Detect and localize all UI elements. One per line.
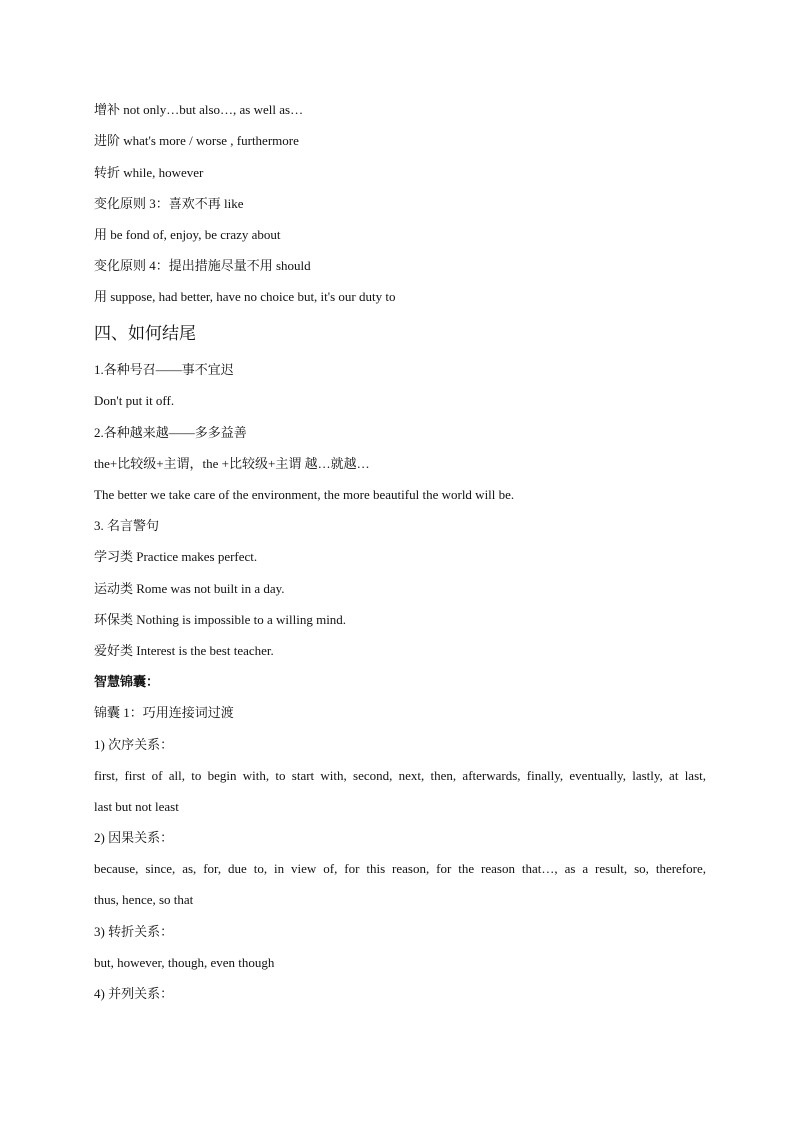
- text-line-contrast: 转折 while, however: [94, 165, 204, 180]
- cause-words-line-1: because, since, as, for, due to, in view of, for this reason, for the reason that…, as a result, so, therefore,: [94, 861, 706, 876]
- text-line-addition: 增补 not only…but also…, as well as…: [94, 102, 304, 117]
- text-line-rule-4-alternatives: 用 suppose, had better, have no choice but, it's our duty to: [94, 289, 396, 304]
- text-line-progression: 进阶 what's more / worse , furthermore: [94, 133, 299, 148]
- ending-item-1-title: 1.各种号召——事不宜迟: [94, 362, 234, 377]
- parallel-label: 4) 并列关系：: [94, 986, 174, 1001]
- tips-title: 智慧锦囊：: [94, 675, 160, 690]
- quote-hobby: 爱好类 Interest is the best teacher.: [94, 643, 274, 658]
- ending-item-3-title: 3. 名言警句: [94, 518, 160, 533]
- sequence-label: 1) 次序关系：: [94, 737, 174, 752]
- tip-1-title: 锦囊 1：巧用连接词过渡: [94, 705, 234, 720]
- contrast-words: but, however, though, even though: [94, 955, 275, 970]
- section-heading: 四、如何结尾: [94, 324, 196, 344]
- sequence-words-line-2: last but not least: [94, 799, 179, 814]
- cause-label: 2) 因果关系：: [94, 830, 174, 845]
- text-line-rule-3-alternatives: 用 be fond of, enjoy, be crazy about: [94, 227, 281, 242]
- contrast-label: 3) 转折关系：: [94, 924, 174, 939]
- quote-sports: 运动类 Rome was not built in a day.: [94, 581, 285, 596]
- quote-study: 学习类 Practice makes perfect.: [94, 549, 258, 564]
- sequence-words-line-1: first, first of all, to begin with, to start with, second, next, then, afterwards, finally, eventually, lastly, at last,: [94, 768, 706, 783]
- ending-item-2-title: 2.各种越来越——多多益善: [94, 425, 247, 440]
- ending-item-2-example: The better we take care of the environment, the more beautiful the world will be.: [94, 487, 515, 502]
- quote-environment: 环保类 Nothing is impossible to a willing mind.: [94, 612, 347, 627]
- text-line-rule-3: 变化原则 3：喜欢不再 like: [94, 196, 244, 211]
- cause-words-line-2: thus, hence, so that: [94, 892, 194, 907]
- ending-item-1-example: Don't put it off.: [94, 393, 175, 408]
- text-line-rule-4: 变化原则 4：提出措施尽量不用 should: [94, 258, 311, 273]
- ending-item-2-pattern: the+比较级+主谓，the +比较级+主谓 越…就越…: [94, 456, 370, 471]
